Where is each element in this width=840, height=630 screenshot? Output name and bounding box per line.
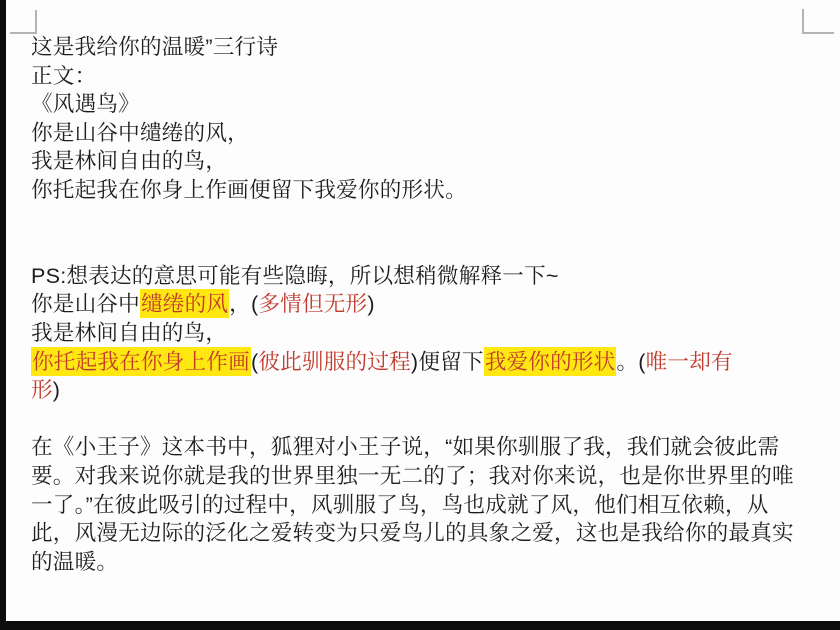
text-run: 我是林间自由的鸟， [31, 319, 228, 345]
text-run: ) [367, 291, 375, 317]
text-run: 你是山谷中 [31, 291, 140, 317]
text-run: 你托起我在你身上作画 [32, 348, 250, 374]
text-run: 形 [31, 377, 53, 403]
video-frame-bottom-bar [0, 621, 840, 630]
text-run: 你托起我在你身上作画便留下我爱你的形状。 [31, 176, 467, 202]
text-run: 我是林间自由的鸟， [31, 148, 228, 174]
text-run: 我爱你的形状 [484, 348, 616, 374]
text-run: PS:想表达的意思可能有些隐晦，所以想稍微解释一下~ [31, 262, 559, 288]
text-run: ) [52, 377, 61, 403]
video-frame-left-bar [0, 0, 6, 630]
text-line [31, 348, 823, 377]
blank-line [31, 233, 823, 262]
text-line [31, 548, 823, 577]
text-run: 一了。”在彼此吸引的过程中，风驯服了鸟，鸟也成就了风，他们相互依赖，从 [31, 491, 769, 517]
text-run: 缱绻的风 [140, 291, 229, 317]
text-run: 在《小王子》这本书中，狐狸对小王子说，“如果你驯服了我，我们就会彼此需 [31, 434, 780, 460]
text-line [31, 176, 823, 205]
text-line [31, 376, 823, 405]
text-line [31, 62, 823, 91]
text-run: 《风遇鸟》 [31, 91, 140, 117]
document-text [31, 33, 823, 576]
text-line [31, 262, 823, 291]
text-run: 唯一却有 [645, 348, 733, 374]
text-run: 。( [616, 348, 646, 374]
text-line [31, 119, 823, 148]
text-line [31, 491, 823, 520]
text-run: 要。对我来说你就是我的世界里独一无二的了；我对你来说，也是你世界里的唯 [31, 462, 794, 488]
text-run: 正文： [31, 62, 97, 88]
text-line [31, 462, 823, 491]
blank-line [31, 405, 823, 434]
text-line [31, 33, 823, 62]
text-run: 多情但无形 [258, 291, 368, 317]
text-line [31, 147, 823, 176]
text-boundary-crop-mark-top-right-icon [802, 9, 834, 34]
text-line [31, 433, 823, 462]
text-run: 的温暖。 [31, 548, 119, 574]
text-line [31, 90, 823, 119]
text-line [31, 319, 823, 348]
text-run: ，( [229, 291, 259, 317]
text-run: 此，风漫无边际的泛化之爱转变为只爱鸟儿的具象之爱，这也是我给你的最真实 [31, 520, 794, 546]
text-line [31, 519, 823, 548]
text-boundary-crop-mark-top-left-icon [10, 10, 37, 34]
text-run: 彼此驯服的过程 [258, 348, 411, 374]
text-run: 你是山谷中缱绻的风， [31, 119, 249, 145]
blank-line [31, 205, 823, 234]
text-line [31, 290, 823, 319]
text-run: 这是我给你的温暖”三行诗 [31, 34, 279, 59]
text-run: )便留下 [410, 348, 484, 374]
text-run: ( [250, 348, 259, 374]
